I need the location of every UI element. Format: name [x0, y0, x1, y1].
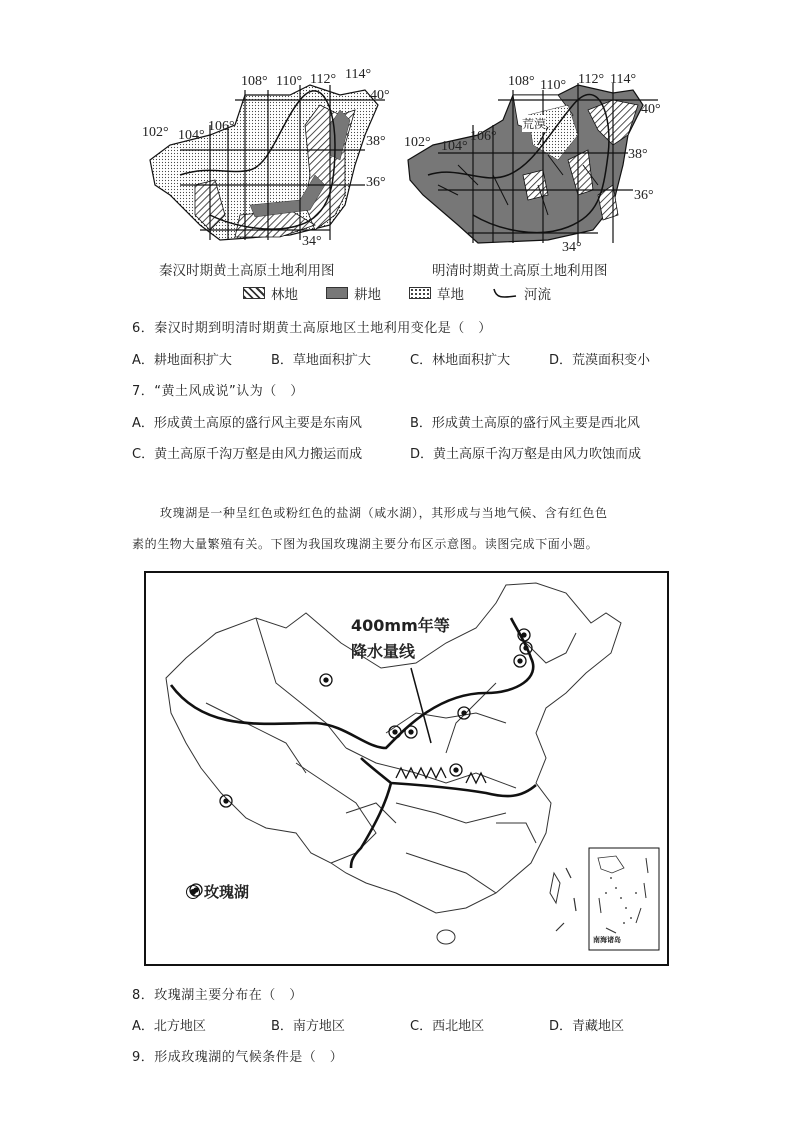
q7-option-a[interactable]: A．形成黄土高原的盛行风主要是东南风 — [132, 416, 362, 431]
rose-lake-legend-label: 玫瑰湖 — [204, 883, 250, 901]
legend-river: 河流 — [524, 287, 551, 303]
q7-option-c[interactable]: C．黄土高原千沟万壑是由风力搬运而成 — [132, 447, 363, 462]
deg-label: 102° — [142, 125, 169, 140]
q8-option-b[interactable]: B．南方地区 — [271, 1019, 345, 1034]
deg-label: 36° — [366, 175, 386, 190]
q8-option-a[interactable]: A．北方地区 — [132, 1019, 206, 1034]
isohyet-label-line-1: 400mm年等 — [351, 616, 450, 635]
rose-lake-legend — [186, 881, 249, 902]
q6-option-a[interactable]: A．耕地面积扩大 — [132, 353, 232, 368]
deg-label: 40° — [641, 102, 661, 117]
deg-label: 104° — [178, 128, 205, 143]
deg-label: 106° — [208, 119, 235, 134]
q7-option-b[interactable]: B．形成黄土高原的盛行风主要是西北风 — [410, 416, 640, 431]
forest-swatch — [243, 287, 265, 299]
rose-lake-icon — [186, 885, 200, 899]
q9-stem: 9．形成玫瑰湖的气候条件是（ ） — [132, 1050, 344, 1065]
q6-option-d[interactable]: D．荒漠面积变小 — [549, 353, 651, 368]
isohyet-label — [351, 613, 450, 665]
deg-label: 34° — [302, 234, 322, 249]
inset-label: 南海诸岛 — [593, 936, 621, 944]
deg-label: 114° — [610, 72, 637, 87]
desert-label: 荒漠 — [522, 117, 547, 131]
q6-stem: 6．秦汉时期到明清时期黄土高原地区土地利用变化是（ ） — [132, 321, 492, 336]
q8-option-c[interactable]: C．西北地区 — [410, 1019, 485, 1034]
deg-label: 34° — [562, 240, 582, 255]
q6-option-b[interactable]: B．草地面积扩大 — [271, 353, 371, 368]
passage-line-1: 玫瑰湖是一种呈红色或粉红色的盐湖（咸水湖），其形成与当地气候、含有红色色 — [160, 506, 608, 520]
deg-label: 110° — [276, 74, 303, 89]
map-legend — [243, 283, 551, 303]
map-qinhan-svg — [140, 65, 390, 255]
deg-label: 38° — [366, 134, 386, 149]
deg-label: 40° — [370, 88, 390, 103]
river-swatch — [492, 286, 518, 300]
deg-label: 108° — [241, 74, 268, 89]
deg-label: 104° — [441, 139, 468, 154]
left-map-caption: 秦汉时期黄土高原土地利用图 — [159, 263, 335, 279]
deg-label: 114° — [345, 67, 372, 82]
deg-label: 102° — [404, 135, 431, 150]
map-mingqing — [398, 65, 668, 255]
q6-option-c[interactable]: C．林地面积扩大 — [410, 353, 511, 368]
deg-label: 110° — [540, 78, 567, 93]
farmland-swatch — [326, 287, 348, 299]
legend-forest: 林地 — [271, 287, 298, 303]
deg-label: 112° — [310, 72, 337, 87]
q8-stem: 8．玫瑰湖主要分布在（ ） — [132, 988, 303, 1003]
china-rose-lake-map — [144, 571, 669, 966]
q7-option-d[interactable]: D．黄土高原千沟万壑是由风力吹蚀而成 — [410, 447, 642, 462]
grassland-swatch — [409, 287, 431, 299]
q7-stem: 7．“黄土风成说”认为（ ） — [132, 384, 304, 399]
isohyet-label-line-2: 降水量线 — [351, 642, 416, 661]
q8-option-d[interactable]: D．青藏地区 — [549, 1019, 625, 1034]
legend-farmland: 耕地 — [354, 287, 381, 303]
map-qinhan — [140, 65, 390, 255]
deg-label: 38° — [628, 147, 648, 162]
deg-label: 106° — [470, 129, 497, 144]
deg-label: 112° — [578, 72, 605, 87]
deg-label: 36° — [634, 188, 654, 203]
legend-grassland: 草地 — [437, 287, 464, 303]
deg-label: 108° — [508, 74, 535, 89]
passage-line-2: 素的生物大量繁殖有关。下图为我国玫瑰湖主要分布区示意图。读图完成下面小题。 — [132, 537, 599, 551]
right-map-caption: 明清时期黄土高原土地利用图 — [432, 263, 608, 279]
